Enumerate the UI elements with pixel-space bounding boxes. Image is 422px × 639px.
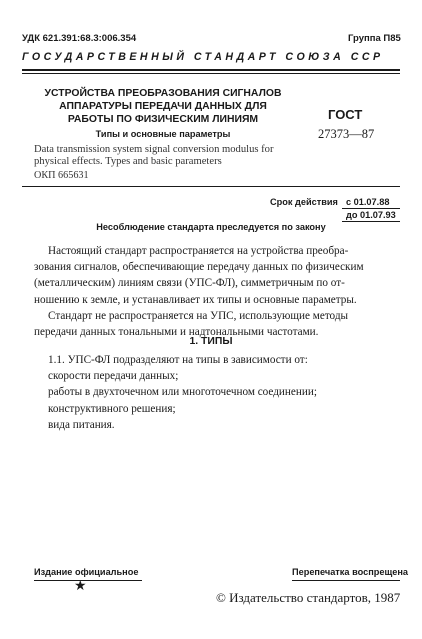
copyright: © Издательство стандартов, 1987 <box>216 590 401 605</box>
intro-p1-line-3: (металлическим) линиям связи (УПС-ФЛ), симметричным по от- <box>34 277 345 290</box>
title-line-2: АППАРАТУРЫ ПЕРЕДАЧИ ДАННЫХ ДЛЯ <box>59 101 267 112</box>
footer-rule-left <box>34 580 142 581</box>
section-1-list <box>34 352 400 433</box>
section-heading: 1. ТИПЫ <box>189 336 233 347</box>
standard-line: ГОСУДАРСТВЕННЫЙ СТАНДАРТ СОЮЗА ССР <box>22 51 384 63</box>
title-line-1: УСТРОЙСТВА ПРЕОБРАЗОВАНИЯ СИГНАЛОВ <box>44 88 282 99</box>
validity-rule <box>342 208 400 209</box>
law-notice: Несоблюдение стандарта преследуется по закону <box>96 222 326 232</box>
title-rule <box>22 186 400 187</box>
gost-number: 27373—87 <box>318 127 375 141</box>
intro-p1-line-1: Настоящий стандарт распространяется на устройства преобра- <box>48 245 349 257</box>
header-rule-thick <box>22 69 400 71</box>
list-item: конструктивного решения; <box>48 402 176 415</box>
english-title-line-1: Data transmission system signal conversion modulus for <box>34 144 274 155</box>
section-item-lead: 1.1. УПС-ФЛ подразделяют на типы в зависимости от: <box>48 354 308 366</box>
header-rule-thin <box>22 73 400 74</box>
official-edition: Издание официальное <box>34 567 139 577</box>
star-icon: ★ <box>74 579 87 594</box>
intro-p1-line-2: зования сигналов, обеспечивающие передачу данных по физическим <box>34 261 364 274</box>
list-item: вида питания. <box>48 418 115 431</box>
gost-label: ГОСТ <box>328 107 363 122</box>
intro-paragraph-1 <box>34 243 400 308</box>
intro-p1-line-4: ношению к земле, и устанавливает их типы и основные параметры. <box>34 293 357 306</box>
intro-p2-line-2: передачи данных тональными и надтональными частотами. <box>34 326 319 339</box>
title-line-3: РАБОТЫ ПО ФИЗИЧЕСКИМ ЛИНИЯМ <box>67 114 259 125</box>
subtitle: Типы и основные параметры <box>95 129 231 139</box>
udk-code: УДК 621.391:68.3:006.354 <box>22 33 137 44</box>
reprint-notice: Перепечатка воспрещена <box>292 567 408 577</box>
validity-label: Срок действия <box>270 197 338 207</box>
group-code: Группа П85 <box>348 33 401 44</box>
english-title-line-2: physical effects. Types and basic parameters <box>34 156 222 167</box>
list-item: работы в двухточечном или многоточечном соединении; <box>48 386 317 399</box>
list-item: скорости передачи данных; <box>48 370 179 383</box>
validity-from: с 01.07.88 <box>346 197 390 207</box>
okp-code: ОКП 665631 <box>34 170 89 181</box>
validity-to: до 01.07.93 <box>346 210 396 220</box>
footer-rule-right <box>292 580 400 581</box>
intro-p2-line-1: Стандарт не распространяется на УПС, использующие методы <box>48 310 349 322</box>
